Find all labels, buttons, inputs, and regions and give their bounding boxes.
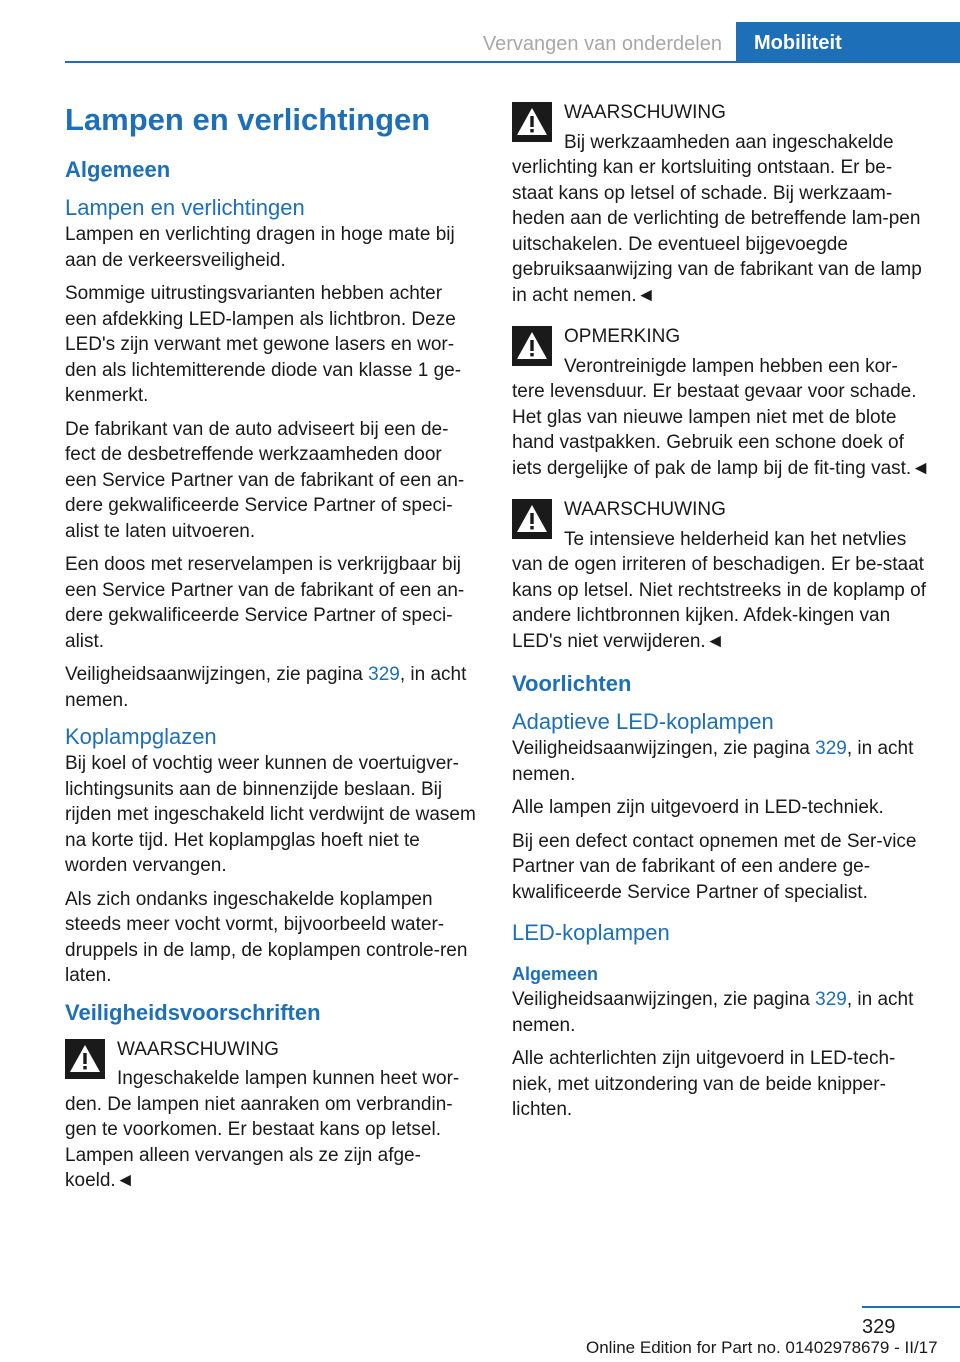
page-title: Lampen en verlichtingen: [65, 102, 431, 137]
footer-rule: [862, 1306, 960, 1308]
heading-koplampglazen: Koplampglazen: [65, 724, 217, 749]
paragraph-with-reference: Veiligheidsaanwijzingen, zie pagina 329, in acht nemen.: [512, 738, 914, 785]
paragraph: De fabrikant van de auto adviseert bij een de-fect de desbetreffende werkzaamheden door een Service Partner van de fabrikant of een an-dere gekwalificeerde Service Partner of speci-alist te laten uitvoeren.: [65, 418, 465, 542]
paragraph-with-reference: Veiligheidsaanwijzingen, zie pagina 329, in acht nemen.: [65, 664, 467, 711]
paragraph: Alle lampen zijn uitgevoerd in LED-techniek.: [512, 797, 884, 818]
warning-block: [512, 497, 930, 654]
note-text-continued: tere levensduur. Er bestaat gevaar voor schade. Het glas van nieuwe lampen niet met de blote hand vastpakken. Gebruik een schone doek of iets dergelijke of pak de lamp bij de fit-ting vast.◄: [512, 381, 931, 479]
header-section-title: Vervangen van onderdelen: [482, 33, 722, 55]
warning-text: Te intensieve helderheid kan het netvlies: [564, 528, 907, 550]
page-reference-link[interactable]: 329: [368, 664, 400, 685]
heading-led-koplampen: LED-koplampen: [512, 920, 670, 945]
warning-title: WAARSCHUWING: [564, 499, 726, 520]
heading-lampen: Lampen en verlichtingen: [65, 195, 305, 220]
warning-text-continued: van de ogen irriteren of beschadigen. Er be-staat kans op letsel. Niet rechtstreeks in de koplamp of andere lichtbronnen kijken. Afdek-kingen van LED's niet verwijderen.◄: [512, 554, 926, 652]
heading-veiligheidsvoorschriften: Veiligheidsvoorschriften: [65, 999, 321, 1025]
warning-text: Ingeschakelde lampen kunnen heet wor-: [117, 1068, 460, 1089]
paragraph: Als zich ondanks ingeschakelde koplampen steeds meer vocht vormt, bijvoorbeeld water-druppels in de lamp, de koplampen controle-ren laten.: [65, 888, 468, 986]
note-block: [512, 324, 930, 481]
warning-title: WAARSCHUWING: [117, 1038, 279, 1060]
warning-block: [512, 100, 930, 308]
paragraph: Alle achterlichten zijn uitgevoerd in LED-tech-niek, met uitzondering van de beide knipper-lichten.: [512, 1048, 896, 1120]
warning-title: WAARSCHUWING: [564, 102, 726, 123]
warning-triangle-icon: [512, 326, 552, 366]
heading-voorlichten: Voorlichten: [512, 671, 632, 696]
paragraph: Bij een defect contact opnemen met de Ser-vice Partner van de fabrikant of een andere ge-kwalificeerde Service Partner of specialist.: [512, 830, 917, 903]
warning-triangle-icon: [65, 1039, 105, 1079]
paragraph: Bij koel of vochtig weer kunnen de voertuigver-lichtingsunits aan de binnenzijde beslaan. Bij rijden met ingeschakeld licht verdwijnt de wasem na korte tijd. Het koplampglas hoeft niet te worden vervangen.: [65, 753, 476, 876]
page-reference-link[interactable]: 329: [815, 738, 847, 759]
heading-algemeen: Algemeen: [65, 157, 171, 182]
left-column: [65, 100, 477, 1210]
warning-text: Bij werkzaamheden aan ingeschakelde: [564, 131, 894, 153]
page-reference-link[interactable]: 329: [815, 989, 847, 1010]
warning-triangle-icon: [512, 499, 552, 539]
header-chapter-tab: Mobiliteit: [736, 22, 960, 63]
heading-adaptieve-led-koplampen: Adaptieve LED-koplampen: [512, 709, 774, 734]
paragraph: Sommige uitrustingsvarianten hebben achter een afdekking LED-lampen als lichtbron. Deze LED's zijn verwant met gewone lasers en wor-den als lichtemitterende diode van klasse 1 ge-kenmerkt.: [65, 283, 462, 406]
paragraph-with-reference: Veiligheidsaanwijzingen, zie pagina 329, in acht nemen.: [512, 989, 914, 1036]
note-text: Verontreinigde lampen hebben een kor-: [564, 355, 898, 377]
header-rule: [65, 61, 960, 63]
warning-text-continued: verlichting kan er kortsluiting ontstaan. Er be-staat kans op letsel of schade. Bij werkzaam-heden aan de verlichting de betreffende lam-pen uitschakelen. De eventueel bijgevoegde gebruiksaanwijzing van de fabrikant van de lamp in acht nemen.◄: [512, 157, 922, 306]
page-number: 329: [862, 1316, 896, 1338]
note-title: OPMERKING: [564, 326, 681, 347]
warning-block: [65, 1037, 477, 1194]
edition-footer: Online Edition for Part no. 01402978679 - II/17: [586, 1338, 938, 1357]
right-column: [512, 100, 930, 1131]
heading-algemeen-sub: Algemeen: [512, 964, 599, 984]
paragraph: Lampen en verlichting dragen in hoge mate bij aan de verkeersveiligheid.: [65, 224, 455, 271]
warning-text-continued: den. De lampen niet aanraken om verbrandin-gen te voorkomen. Er bestaat kans op letsel. Lampen alleen vervangen als ze zijn afge-koeld.◄: [65, 1093, 453, 1191]
warning-triangle-icon: [512, 102, 552, 142]
paragraph: Een doos met reservelampen is verkrijgbaar bij een Service Partner van de fabrikant of een an-dere gekwalificeerde Service Partner of speci-alist.: [65, 554, 465, 652]
